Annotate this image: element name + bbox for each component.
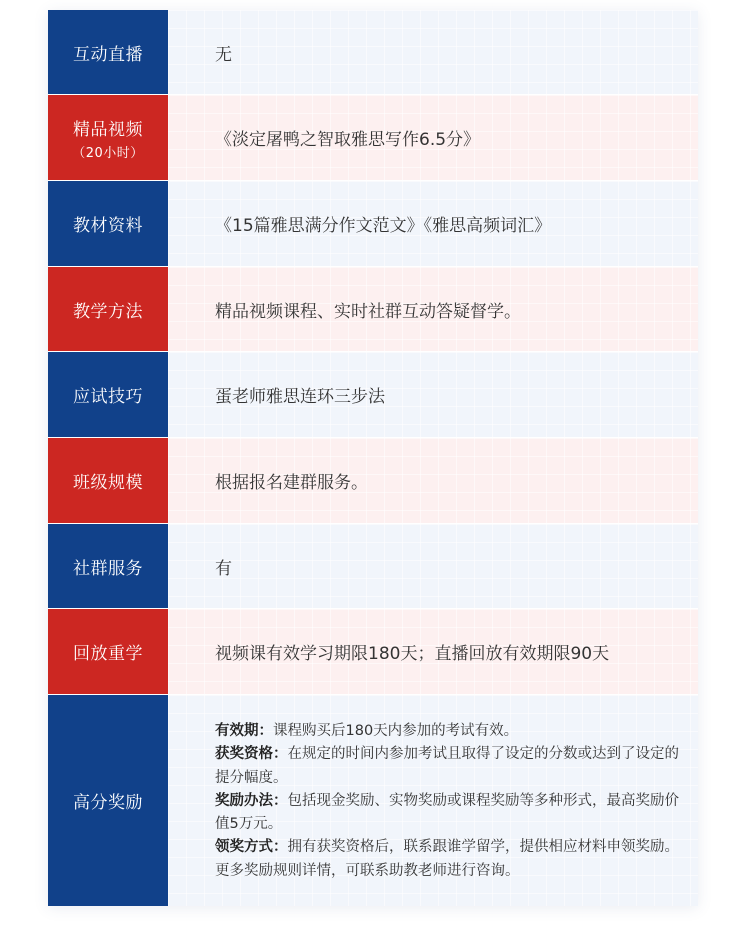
- row-value: 蛋老师雅思连环三步法: [168, 352, 698, 437]
- label-subtext: （20小时）: [72, 145, 144, 161]
- row-value: 无: [168, 10, 698, 94]
- reward-item-eligibility: 获奖资格：在规定的时间内参加考试且取得了设定的分数或达到了设定的提分幅度。: [215, 746, 679, 786]
- row-value: 精品视频课程、实时社群互动答疑督学。: [168, 267, 698, 351]
- label-text: 社群服务: [73, 558, 143, 579]
- row-method: [48, 266, 698, 351]
- row-class-size: [48, 437, 698, 523]
- row-label: [48, 267, 168, 351]
- row-value: 《淡定屠鸭之智取雅思写作6.5分》: [168, 95, 698, 180]
- row-skills: [48, 351, 698, 437]
- row-label: [48, 438, 168, 523]
- label-text: 精品视频: [73, 119, 143, 140]
- label-text: 互动直播: [73, 44, 143, 65]
- label-text: 高分奖励: [73, 793, 143, 813]
- row-label: [48, 352, 168, 437]
- label-text: 回放重学: [73, 644, 143, 664]
- row-label: [48, 524, 168, 608]
- row-label: [48, 609, 168, 694]
- row-value: 《15篇雅思满分作文范文》《雅思高频词汇》: [168, 181, 698, 266]
- row-label: [48, 10, 168, 94]
- reward-item-validity: 有效期：课程购买后180天内参加的考试有效。: [215, 723, 519, 740]
- row-live: [48, 10, 698, 94]
- label-text: 应试技巧: [73, 387, 143, 407]
- row-label: [48, 181, 168, 266]
- row-video: [48, 94, 698, 180]
- reward-item-method: 奖励办法：包括现金奖励、实物奖励或课程奖励等多种形式，最高奖励价值5万元。: [215, 792, 679, 833]
- row-label: [48, 95, 168, 180]
- row-materials: [48, 180, 698, 266]
- rewards-list: [215, 718, 698, 882]
- row-value: 根据报名建群服务。: [168, 438, 698, 523]
- reward-item-claim: 领奖方式：拥有获奖资格后，联系跟谁学留学，提供相应材料申领奖励。: [215, 839, 679, 856]
- row-replay: [48, 608, 698, 694]
- row-value: [168, 695, 698, 906]
- course-info-table: [48, 10, 698, 906]
- label-text: 班级规模: [73, 473, 143, 493]
- row-value: 有: [168, 524, 698, 608]
- row-value: 视频课有效学习期限180天；直播回放有效期限90天: [168, 609, 698, 694]
- row-rewards: [48, 694, 698, 906]
- row-label: [48, 695, 168, 906]
- label-text: 教材资料: [73, 216, 143, 236]
- label-text: 教学方法: [73, 301, 143, 322]
- reward-item-more: 更多奖励规则详情，可联系助教老师进行咨询。: [215, 862, 520, 879]
- row-community: [48, 523, 698, 608]
